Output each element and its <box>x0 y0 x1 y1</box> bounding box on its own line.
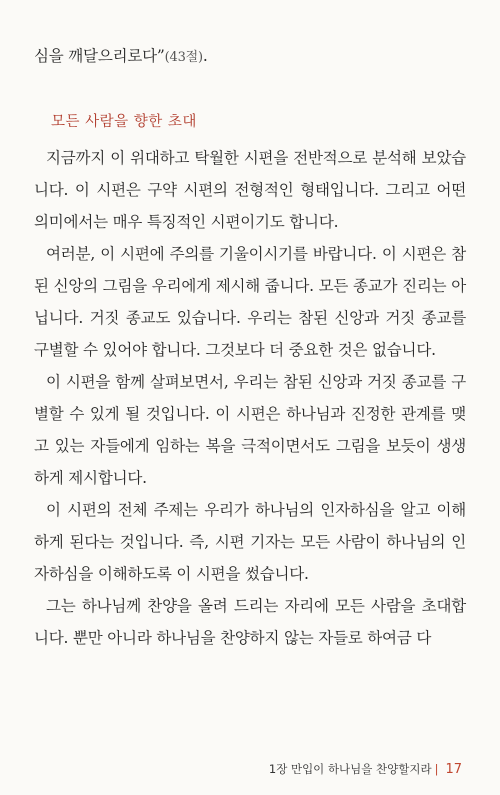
verse-reference: (43절) <box>164 50 203 65</box>
paragraph: 이 시편의 전체 주제는 우리가 하나님의 인자하심을 알고 이해하게 된다는 것입니다. 즉, 시편 기자는 모든 사람이 하나님의 인자하심을 이해하도록 이 시편을 썼습니다. <box>34 501 466 583</box>
paragraph: 지금까지 이 위대하고 탁월한 시편을 전반적으로 분석해 보았습니다. 이 시편은 구약 시편의 전형적인 형태입니다. 그리고 어떤 의미에서는 매우 특징적인 시편이기도 합니다. <box>34 149 466 231</box>
intro-end: . <box>202 47 208 65</box>
paragraph: 여러분, 이 시편에 주의를 기울이시기를 바랍니다. 이 시편은 참된 신앙의 그림을 우리에게 제시해 줍니다. 모든 종교가 진리는 아닙니다. 거짓 종교도 있습니다. 우리는 참된 신앙과 거짓 종교를 구별할 수 있어야 합니다. 그것보다 더 중요한 것은 없습니다. <box>34 245 466 359</box>
paragraph: 그는 하나님께 찬양을 올려 드리는 자리에 모든 사람을 초대합니다. 뿐만 아니라 하나님을 찬양하지 않는 자들로 하여금 다 <box>34 597 466 647</box>
page-number: 17 <box>445 762 462 777</box>
intro-line <box>34 40 466 74</box>
body-text <box>34 142 466 654</box>
footer-separator: | <box>434 762 439 776</box>
running-footer <box>269 761 462 777</box>
intro-text: 심을 깨달으리로다” <box>34 47 165 65</box>
chapter-title: 1장 만입이 하나님을 찬양할지라 <box>268 762 432 776</box>
section-title: 모든 사람을 향한 초대 <box>51 114 197 130</box>
paragraph: 이 시편을 함께 살펴보면서, 우리는 참된 신앙과 거짓 종교를 구별할 수 있게 될 것입니다. 이 시편은 하나님과 진정한 관계를 맺고 있는 자들에게 임하는 복을 극적이면서도 그림을 보듯이 생생하게 제시합니다. <box>34 373 466 487</box>
